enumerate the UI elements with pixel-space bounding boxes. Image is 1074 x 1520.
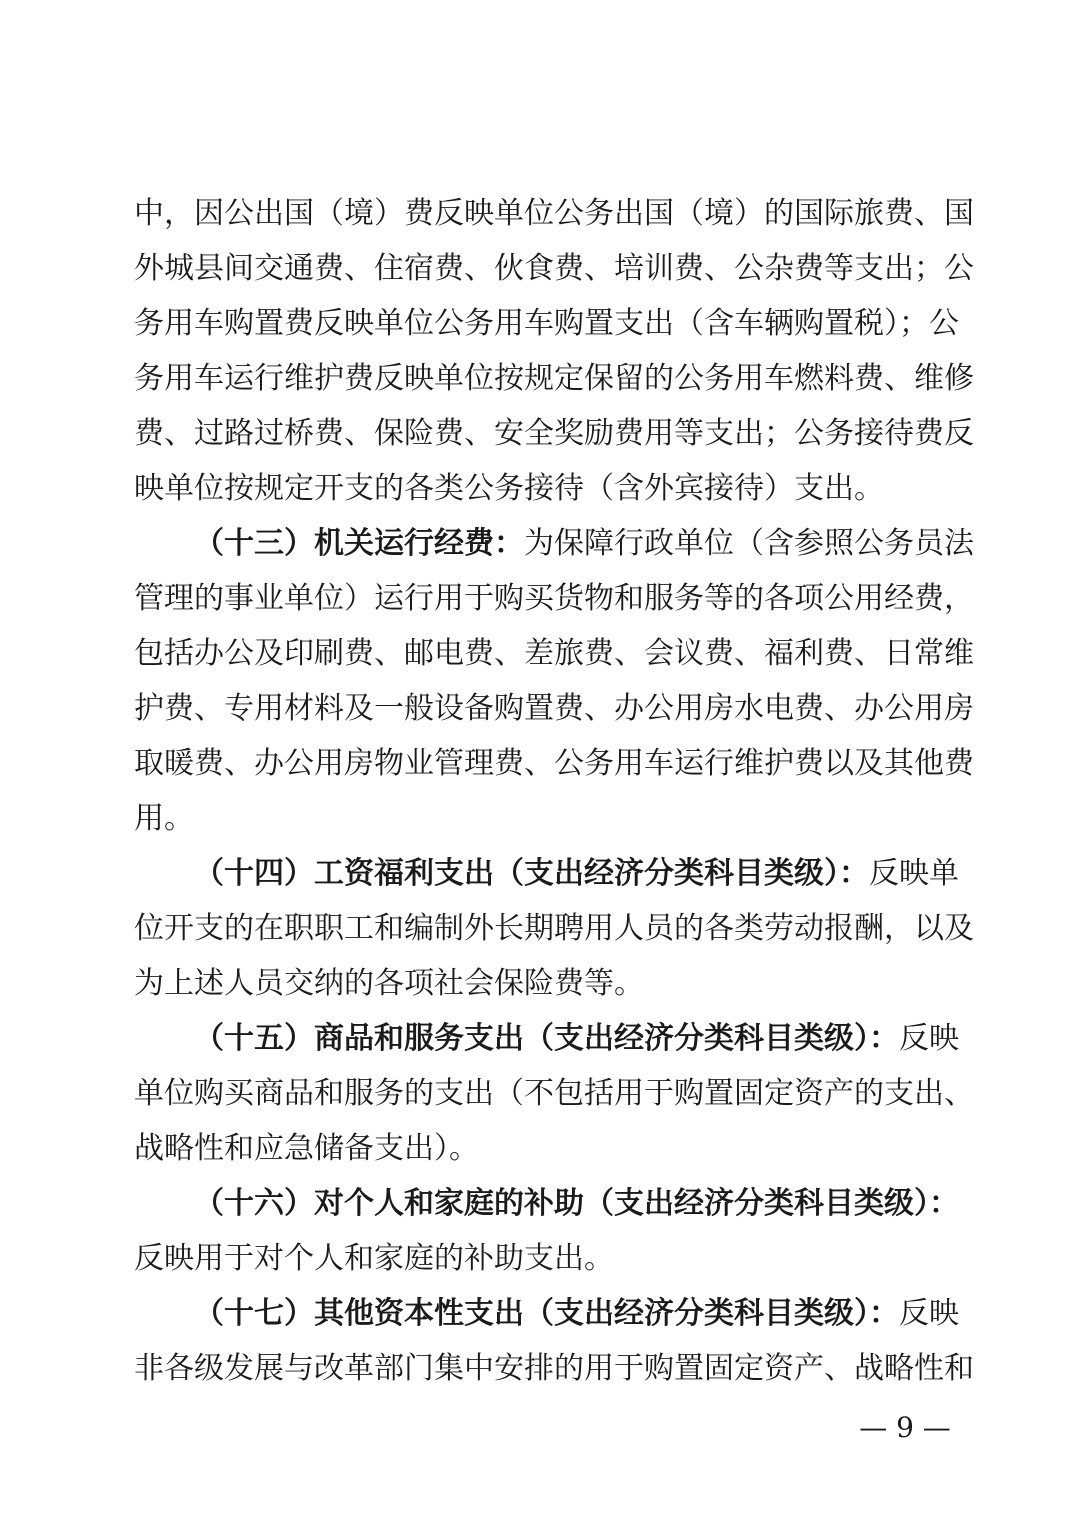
text-line: 管理的事业单位）运行用于购买货物和服务等的各项公用经费， <box>134 581 974 616</box>
text-line: 取暖费、办公用房物业管理费、公务用车运行维护费以及其他费 <box>134 746 974 781</box>
text-line: 中，因公出国（境）费反映单位公务出国（境）的国际旅费、国 <box>134 196 974 231</box>
paragraph-first-line <box>194 1011 959 1067</box>
text-run: 反映单 <box>869 856 959 891</box>
text-line: 位开支的在职职工和编制外长期聘用人员的各类劳动报酬，以及 <box>134 911 974 946</box>
text-run: 反映 <box>899 1021 959 1056</box>
page-number: — 9 — <box>859 1411 951 1444</box>
text-line: 护费、专用材料及一般设备购置费、办公用房水电费、办公用房 <box>134 691 974 726</box>
section-heading: （十四）工资福利支出（支出经济分类科目类级）： <box>194 856 869 891</box>
paragraph-first-line <box>194 846 959 902</box>
text-line: 务用车运行维护费反映单位按规定保留的公务用车燃料费、维修 <box>134 361 974 396</box>
text-line: 费、过路过桥费、保险费、安全奖励费用等支出；公务接待费反 <box>134 416 974 451</box>
section-heading: （十六）对个人和家庭的补助（支出经济分类科目类级）： <box>194 1186 959 1221</box>
text-line: 包括办公及印刷费、邮电费、差旅费、会议费、福利费、日常维 <box>134 636 974 671</box>
section-heading: （十三）机关运行经费： <box>194 526 524 561</box>
text-line: 战略性和应急储备支出）。 <box>134 1131 479 1166</box>
paragraph-first-line <box>194 516 974 572</box>
paragraph-first-line <box>194 1286 959 1342</box>
section-heading: （十五）商品和服务支出（支出经济分类科目类级）： <box>194 1021 899 1056</box>
text-line: 务用车购置费反映单位公务用车购置支出（含车辆购置税）；公 <box>134 306 959 341</box>
text-line: 为上述人员交纳的各项社会保险费等。 <box>134 966 644 1001</box>
text-line: 非各级发展与改革部门集中安排的用于购置固定资产、战略性和 <box>134 1351 974 1386</box>
text-line: 映单位按规定开支的各类公务接待（含外宾接待）支出。 <box>134 471 884 506</box>
text-line: 外城县间交通费、住宿费、伙食费、培训费、公杂费等支出；公 <box>134 251 974 286</box>
text-line: 反映用于对个人和家庭的补助支出。 <box>134 1241 614 1276</box>
section-heading: （十七）其他资本性支出（支出经济分类科目类级）： <box>194 1296 899 1331</box>
text-line: 单位购买商品和服务的支出（不包括用于购置固定资产的支出、 <box>134 1076 974 1111</box>
text-run: 反映 <box>899 1296 959 1331</box>
text-line: 用。 <box>134 801 194 836</box>
paragraph-first-line <box>194 1176 959 1232</box>
text-run: 为保障行政单位（含参照公务员法 <box>524 526 974 561</box>
